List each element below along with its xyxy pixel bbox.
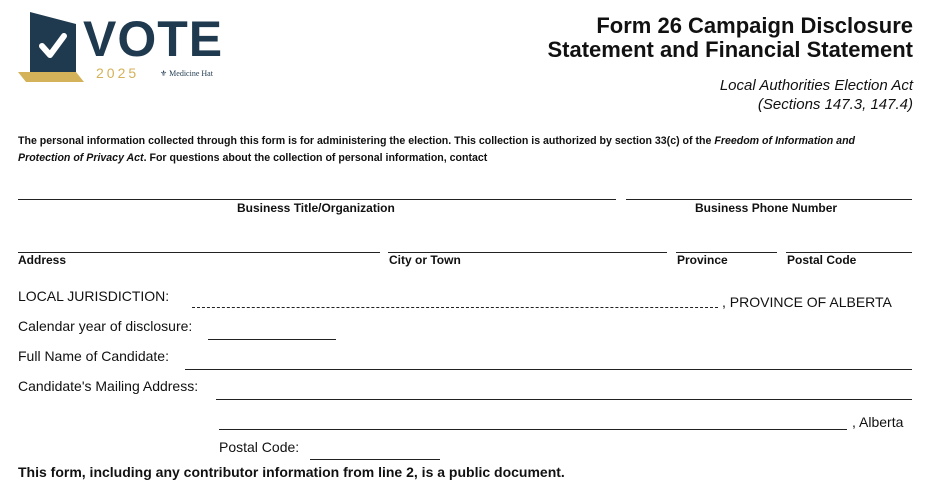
- form-title-line1: Form 26 Campaign Disclosure: [596, 13, 913, 38]
- form-title-line2: Statement and Financial Statement: [547, 37, 913, 62]
- privacy-notice: [18, 133, 898, 167]
- address-line[interactable]: [18, 252, 380, 253]
- province-of-alberta-label: , PROVINCE OF ALBERTA: [722, 294, 892, 310]
- mailing-postal-code-label: Postal Code:: [219, 439, 300, 455]
- business-phone-line[interactable]: [626, 199, 912, 200]
- mailing-postal-code-line[interactable]: [310, 459, 440, 460]
- mailing-address-line-2[interactable]: [219, 429, 847, 430]
- calendar-year-label: Calendar year of disclosure:: [18, 318, 193, 334]
- public-document-notice: This form, including any contributor information from line 2, is a public document.: [18, 464, 565, 480]
- address-label: Address: [18, 253, 67, 267]
- logo-vote-word: VOTE: [83, 11, 224, 67]
- local-jurisdiction-label: LOCAL JURISDICTION:: [18, 288, 170, 304]
- postal-code-label: Postal Code: [787, 253, 857, 267]
- logo-org-name: Medicine Hat: [169, 69, 213, 78]
- calendar-year-line[interactable]: [208, 339, 336, 340]
- ballot-box-icon: [18, 10, 88, 90]
- form-title: [547, 14, 913, 62]
- act-sections: (Sections 147.3, 147.4): [757, 96, 913, 113]
- logo-year: 2025: [96, 65, 140, 81]
- province-label: Province: [677, 253, 728, 267]
- logo-org: ⚜ Medicine Hat: [160, 69, 213, 78]
- act-reference: [720, 76, 913, 114]
- business-phone-label: Business Phone Number: [695, 201, 838, 215]
- city-label: City or Town: [389, 253, 461, 267]
- full-name-line[interactable]: [185, 369, 912, 370]
- privacy-text-1: The personal information collected through this form is for administering the election. This collection is authorized by section 33(c) of the: [18, 135, 715, 147]
- local-jurisdiction-line[interactable]: [192, 307, 718, 308]
- alberta-label: , Alberta: [852, 414, 904, 430]
- privacy-text-2: . For questions about the collection of personal information, contact: [143, 152, 488, 164]
- act-name: Local Authorities Election Act: [719, 77, 913, 94]
- full-name-label: Full Name of Candidate:: [18, 348, 169, 364]
- business-title-label: Business Title/Organization: [237, 201, 395, 215]
- mailing-address-label: Candidate's Mailing Address:: [18, 378, 199, 394]
- privacy-act-name: Freedom of Information and Protection of Privacy Act: [18, 135, 856, 164]
- mailing-address-line-1[interactable]: [216, 399, 912, 400]
- business-title-line[interactable]: [18, 199, 616, 200]
